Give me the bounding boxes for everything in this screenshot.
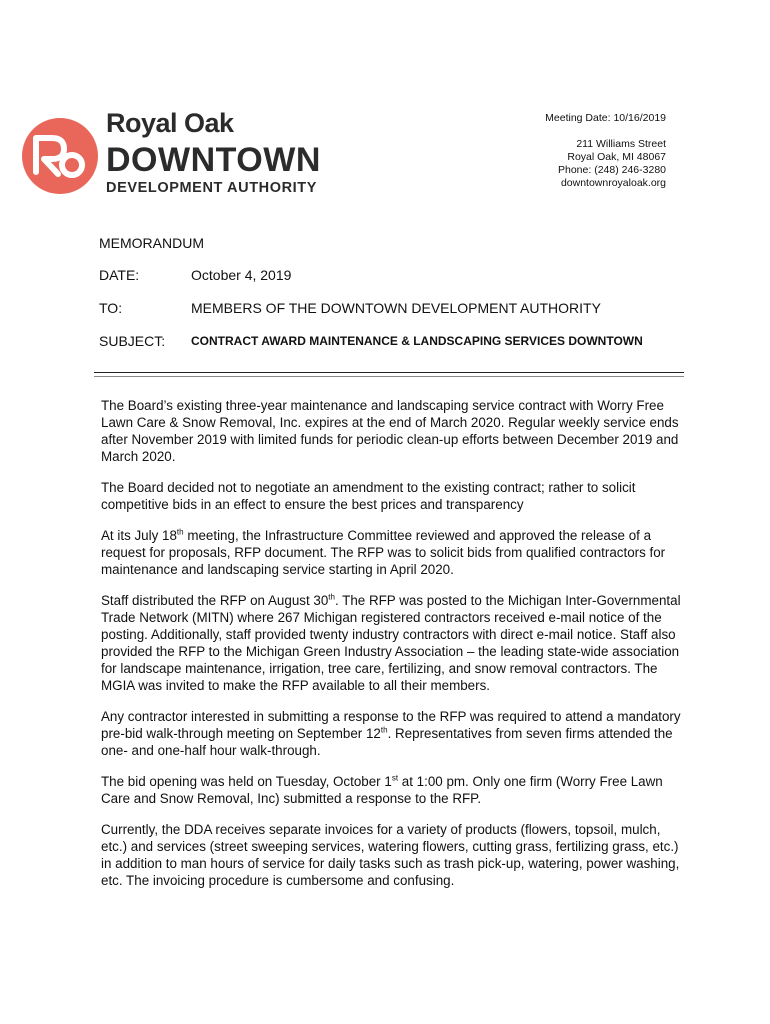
ro-monogram-icon xyxy=(22,118,98,194)
paragraph-4-text-a: Staff distributed the RFP on August 30 xyxy=(101,593,329,608)
memo-title: MEMORANDUM xyxy=(99,235,204,251)
paragraph-6 xyxy=(101,773,683,807)
royal-oak-dda-logo xyxy=(22,108,342,204)
paragraph-4-sup: th xyxy=(328,592,335,602)
paragraph-4-text-b: . The RFP was posted to the Michigan Inter-Governmental Trade Network (MITN) where 267 Michigan registered contractors received e-mail notice of the posting. Additionally, staff provided twenty industry contractors with direct e-mail notice. Staff also provided the RFP to the Michigan Green Industry Association – the leading state-wide association for landscape maintenance, irrigation, tree care, fertilizing, and snow removal contractors. The MGIA was invited to make the RFP available to all their members. xyxy=(101,593,681,693)
paragraph-5-sup: th xyxy=(380,725,388,735)
paragraph-5-text-a: Any contractor interested in submitting a response to the RFP was required to attend a mandatory pre-bid walk-through meeting on September 12 xyxy=(101,709,681,741)
to-label: TO: xyxy=(99,300,123,316)
address-street: 211 Williams Street xyxy=(576,138,666,150)
paragraph-5-text-b: . Representatives from seven firms attended the one- and one-half hour walk-through. xyxy=(101,726,673,758)
paragraph-2: The Board decided not to negotiate an amendment to the existing contract; rather to solicit competitive bids in an effect to ensure the best prices and transparency xyxy=(101,480,636,512)
header-divider xyxy=(94,372,684,377)
paragraph-7: Currently, the DDA receives separate invoices for a variety of products (flowers, topsoil, mulch, etc.) and services (street sweeping services, watering flowers, cutting grass, fertilizing grass, etc.) in addition to man hours of service for daily tasks such as trash pick-up, watering, power washing, etc. The invoicing procedure is cumbersome and confusing. xyxy=(101,822,680,888)
logo-royal-oak-text: Royal Oak xyxy=(106,108,234,138)
memo-body xyxy=(101,397,683,903)
logo-dda-text: DEVELOPMENT AUTHORITY xyxy=(106,180,318,196)
paragraph-5 xyxy=(101,708,683,759)
paragraph-4 xyxy=(101,592,683,694)
date-value: October 4, 2019 xyxy=(191,267,292,283)
to-value: MEMBERS OF THE DOWNTOWN DEVELOPMENT AUTHORITY xyxy=(191,300,601,316)
contact-block xyxy=(545,112,666,190)
paragraph-3-text-a: At its July 18 xyxy=(101,528,177,543)
paragraph-6-text-a: The bid opening was held on Tuesday, October 1 xyxy=(101,774,392,789)
address-city: Royal Oak, MI 48067 xyxy=(567,151,666,163)
subject-value: CONTRACT AWARD MAINTENANCE & LANDSCAPING SERVICES DOWNTOWN xyxy=(191,334,643,348)
paragraph-3-sup: th xyxy=(176,527,184,537)
date-label: DATE: xyxy=(99,267,140,283)
paragraph-6-sup: st xyxy=(391,773,399,783)
address-website: downtownroyaloak.org xyxy=(560,177,666,189)
logo-downtown-text: DOWNTOWN xyxy=(106,141,321,179)
paragraph-6-text-b: at 1:00 pm. Only one firm (Worry Free Lawn Care and Snow Removal, Inc) submitted a response to the RFP. xyxy=(101,774,663,806)
paragraph-3-text-b: meeting, the Infrastructure Committee reviewed and approved the release of a request for proposals, RFP document. The RFP was to solicit bids from qualified contractors for maintenance and landscaping service starting in April 2020. xyxy=(101,528,666,577)
paragraph-3 xyxy=(101,527,683,578)
paragraph-1: The Board’s existing three-year maintenance and landscaping service contract with Worry Free Lawn Care & Snow Removal, Inc. expires at the end of March 2020. Regular weekly service ends after November 2019 with limited funds for periodic clean-up efforts between December 2019 and March 2020. xyxy=(101,398,679,464)
address-phone: Phone: (248) 246-3280 xyxy=(558,164,666,176)
meeting-date: Meeting Date: 10/16/2019 xyxy=(545,112,666,124)
subject-label: SUBJECT: xyxy=(99,333,166,349)
